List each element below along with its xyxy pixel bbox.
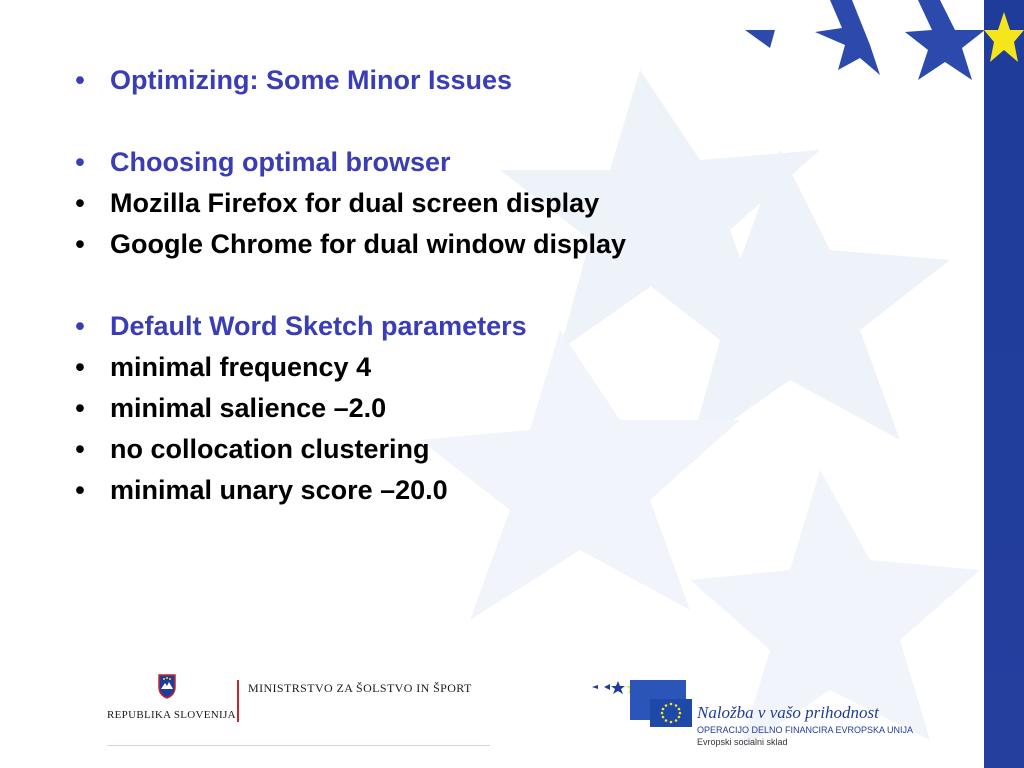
bullet-dot-icon: • xyxy=(75,147,85,177)
bullet-dot-icon: • xyxy=(75,393,85,423)
list-item xyxy=(70,183,950,224)
list-item-text: minimal unary score –20.0 xyxy=(110,475,448,505)
eu-slogan: Naložba v vašo prihodnost xyxy=(697,703,879,722)
bullet-dot-icon: • xyxy=(75,311,85,341)
list-item xyxy=(70,388,950,429)
bullet-dot-icon: • xyxy=(75,65,85,95)
top-star-left xyxy=(745,30,775,48)
bullet-dot-icon: • xyxy=(75,352,85,382)
bullet-dot-icon: • xyxy=(75,434,85,464)
list-item-text: Mozilla Firefox for dual screen display xyxy=(110,188,600,218)
eu-funding-line: OPERACIJO DELNO FINANCIRA EVROPSKA UNIJA xyxy=(697,725,914,735)
list-item xyxy=(70,224,950,265)
footer-rule xyxy=(107,745,490,746)
list-spacer xyxy=(70,265,950,306)
list-item xyxy=(70,306,950,347)
ministry-separator xyxy=(237,680,239,722)
ministry-name: MINISTRSTVO ZA ŠOLSTVO IN ŠPORT xyxy=(248,681,472,695)
list-item xyxy=(70,429,950,470)
slovenia-crest-icon xyxy=(157,673,177,699)
bullet-dot-icon: • xyxy=(75,475,85,505)
list-item-text: Optimizing: Some Minor Issues xyxy=(110,65,513,95)
bullet-dot-icon: • xyxy=(75,229,85,259)
bullet-dot-icon: • xyxy=(75,188,85,218)
list-item xyxy=(70,347,950,388)
list-item xyxy=(70,60,950,101)
list-spacer xyxy=(70,101,950,142)
eu-flag-icon xyxy=(650,699,692,727)
yellow-star-icon xyxy=(984,0,1024,80)
list-item xyxy=(70,470,950,511)
list-item-text: minimal salience –2.0 xyxy=(110,393,387,423)
list-item-text: Google Chrome for dual window display xyxy=(110,229,627,259)
list-item-text: no collocation clustering xyxy=(110,434,430,464)
eu-fund-name: Evropski socialni sklad xyxy=(697,737,788,747)
list-item-text: Default Word Sketch parameters xyxy=(110,311,527,341)
list-item xyxy=(70,142,950,183)
list-item-text: Choosing optimal browser xyxy=(110,147,451,177)
list-item-text: minimal frequency 4 xyxy=(110,352,372,382)
republic-name: REPUBLIKA SLOVENIJA xyxy=(107,709,236,721)
bullet-list xyxy=(70,60,950,511)
right-brand-bar xyxy=(984,0,1024,768)
